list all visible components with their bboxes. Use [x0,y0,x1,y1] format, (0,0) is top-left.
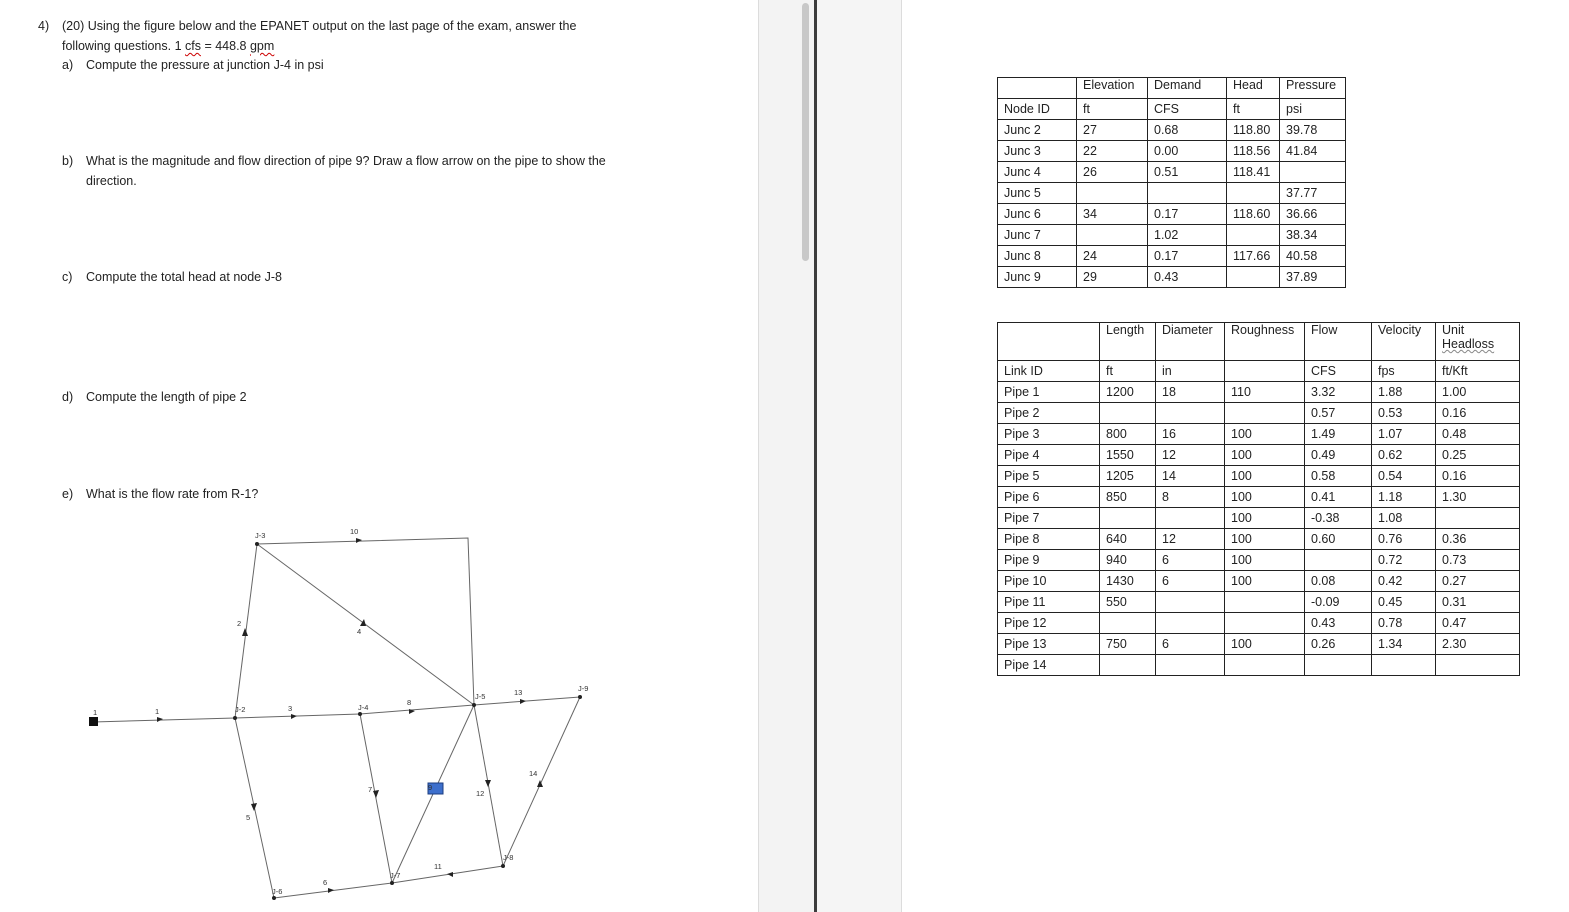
node-j8[interactable] [501,864,505,868]
column-header-label: Flow [1311,323,1338,337]
column-header [998,78,1077,99]
table-cell: 2.30 [1436,634,1520,655]
flow-arrow-5 [251,803,257,811]
table-cell: 18 [1156,382,1225,403]
table-cell: 100 [1225,529,1305,550]
column-header [1436,323,1520,361]
node-j3[interactable] [255,542,259,546]
table-cell [1305,550,1372,571]
column-header-label: Elevation [1083,78,1135,92]
question-e [62,485,258,504]
right-pane-gutter [817,0,902,912]
table-cell: 0.62 [1372,445,1436,466]
label-pipe-5: 5 [246,813,251,822]
table-cell [1225,592,1305,613]
column-header [1372,323,1436,361]
table-cell: 0.54 [1372,466,1436,487]
pipe-8 [360,705,474,714]
table-cell: 0.53 [1372,403,1436,424]
row-id-cell: Junc 4 [998,162,1077,183]
label-pipe-2: 2 [237,619,242,628]
pipe-labels [155,527,537,887]
table-cell: 110 [1225,382,1305,403]
column-header-label-line2: Headloss [1442,337,1495,351]
column-header-label: Diameter [1162,323,1213,337]
pipe-13 [474,697,580,705]
table-cell: 16 [1156,424,1225,445]
table-cell: 118.60 [1227,204,1280,225]
question-a-text: Compute the pressure at junction J-4 in psi [86,58,324,72]
table-cell [1227,225,1280,246]
label-pipe-9: 9 [428,783,433,792]
table-cell: 1.34 [1372,634,1436,655]
table-cell: 0.72 [1372,550,1436,571]
table-cell: 0.26 [1305,634,1372,655]
table-cell: 1200 [1100,382,1156,403]
question-b-line2: direction. [86,174,137,188]
table-cell: 0.08 [1305,571,1372,592]
document-page-left [0,0,758,912]
table-row [998,267,1346,288]
table-cell: 37.77 [1280,183,1346,204]
label-j7: J-7 [390,871,401,880]
table-cell: -0.38 [1305,508,1372,529]
table-cell: 0.76 [1372,529,1436,550]
column-header-label: Head [1233,78,1263,92]
label-j4: J-4 [358,703,369,712]
table-cell [1156,655,1225,676]
table-cell: 1430 [1100,571,1156,592]
unit-cell: in [1156,361,1225,382]
table-row [998,204,1346,225]
table-cell: 750 [1100,634,1156,655]
row-id-cell: Junc 9 [998,267,1077,288]
table-cell [1156,613,1225,634]
table-cell: 118.80 [1227,120,1280,141]
column-header [1280,78,1346,99]
unit-cell: ft [1227,99,1280,120]
table-row [998,508,1520,529]
table-cell: 1.30 [1436,487,1520,508]
node-j9[interactable] [578,695,582,699]
table-cell: 0.57 [1305,403,1372,424]
reservoir-r1-icon[interactable] [89,717,98,726]
table-cell [1227,267,1280,288]
table-cell: 14 [1156,466,1225,487]
question-d-text: Compute the length of pipe 2 [86,390,247,404]
node-results-table [997,77,1346,288]
table-cell: 0.48 [1436,424,1520,445]
table-cell: 40.58 [1280,246,1346,267]
label-pipe-14: 14 [529,769,538,778]
table-cell [1372,655,1436,676]
table-cell: 0.31 [1436,592,1520,613]
row-id-cell: Pipe 14 [998,655,1100,676]
table-cell: 36.66 [1280,204,1346,225]
table-cell: 0.41 [1305,487,1372,508]
table-cell: 0.45 [1372,592,1436,613]
table-row [998,550,1520,571]
row-id-cell: Junc 2 [998,120,1077,141]
node-j5[interactable] [472,703,476,707]
table-cell: 38.34 [1280,225,1346,246]
table-cell: 0.49 [1305,445,1372,466]
table-cell: 1.07 [1372,424,1436,445]
table-row [998,382,1520,403]
row-id-cell: Junc 8 [998,246,1077,267]
pipe-1 [93,718,235,722]
label-pipe-7: 7 [368,785,373,794]
table-cell: 100 [1225,571,1305,592]
label-pipe-10: 10 [350,527,359,536]
label-j5: J-5 [475,692,486,701]
table-row [998,141,1346,162]
node-j7[interactable] [390,881,394,885]
label-j2: J-2 [235,705,246,714]
row-id-cell: Junc 7 [998,225,1077,246]
table-cell: 0.43 [1148,267,1227,288]
table-cell [1100,508,1156,529]
table-row [998,183,1346,204]
table-cell: 1.88 [1372,382,1436,403]
table-cell: 0.58 [1305,466,1372,487]
table-cell: 24 [1077,246,1148,267]
table-cell [1436,508,1520,529]
question-b-text-line1: What is the magnitude and flow direction of pipe 9? Draw a flow arrow on the pipe to show the [86,154,606,168]
table-cell: 940 [1100,550,1156,571]
column-header [1077,78,1148,99]
row-id-cell: Pipe 13 [998,634,1100,655]
table-cell: 6 [1156,550,1225,571]
unit-cell: ft [1100,361,1156,382]
table-cell: 0.16 [1436,466,1520,487]
table-cell: 100 [1225,550,1305,571]
table-cell: 1.18 [1372,487,1436,508]
table-cell: 1.00 [1436,382,1520,403]
table-cell [1077,183,1148,204]
table-row [998,162,1346,183]
question-4-text-b: = 448.8 [200,39,250,53]
label-pipe-8: 8 [407,698,412,707]
left-pane-scrollbar-thumb[interactable] [802,3,809,261]
table-row [998,466,1520,487]
table-cell: 0.42 [1372,571,1436,592]
table-cell: 118.56 [1227,141,1280,162]
column-header [1305,323,1372,361]
table-cell [1280,162,1346,183]
column-header [1156,323,1225,361]
table-cell: 1550 [1100,445,1156,466]
table-row [998,571,1520,592]
row-id-cell: Pipe 7 [998,508,1100,529]
flow-arrow-4 [360,619,366,626]
table-cell: 0.43 [1305,613,1372,634]
table-cell: 1205 [1100,466,1156,487]
flow-arrow-12 [485,780,491,787]
flow-arrow-1 [157,717,163,722]
table-row [998,424,1520,445]
pipe-10 [257,538,474,705]
unit-cell: ft/Kft [1436,361,1520,382]
question-a [62,56,324,75]
row-id-cell: Pipe 9 [998,550,1100,571]
table-cell: 0.60 [1305,529,1372,550]
flow-arrows [157,538,543,893]
table-cell: 550 [1100,592,1156,613]
table-cell: 6 [1156,634,1225,655]
label-j6: J-6 [272,887,283,896]
table-cell: 37.89 [1280,267,1346,288]
question-a-label: a) [62,58,74,72]
table-cell: 0.25 [1436,445,1520,466]
table-cell [1156,508,1225,529]
table-cell [1077,225,1148,246]
unit-cell: Node ID [998,99,1077,120]
table-cell: 100 [1225,424,1305,445]
table-cell: 100 [1225,508,1305,529]
question-c-text: Compute the total head at node J-8 [86,270,282,284]
table-cell: 0.73 [1436,550,1520,571]
table-cell: 100 [1225,466,1305,487]
table-cell: 6 [1156,571,1225,592]
table-cell: 118.41 [1227,162,1280,183]
table-cell: 800 [1100,424,1156,445]
table-row [998,529,1520,550]
question-b-label: b) [62,154,74,168]
table-cell [1100,655,1156,676]
pipe-lines [93,538,580,898]
table-cell: 0.17 [1148,246,1227,267]
column-header-label: Length [1106,323,1145,337]
question-c-label: c) [62,270,73,284]
table-units-row [998,99,1346,120]
pipe-3 [235,714,360,718]
label-pipe-1: 1 [155,707,160,716]
node-j4[interactable] [358,712,362,716]
table-cell: 0.00 [1148,141,1227,162]
table-row [998,120,1346,141]
spell-flag-cfs[interactable]: cfs [185,39,201,53]
question-4 [38,17,576,36]
question-d [62,388,247,407]
table-cell: 0.36 [1436,529,1520,550]
table-cell: 1.49 [1305,424,1372,445]
table-row [998,225,1346,246]
unit-cell: ft [1077,99,1148,120]
table-cell [1225,403,1305,424]
table-cell [1100,613,1156,634]
label-j9: J-9 [578,684,589,693]
flow-arrow-10 [356,538,362,543]
label-pipe-6: 6 [323,878,328,887]
table-cell: 12 [1156,445,1225,466]
unit-cell [1225,361,1305,382]
table-cell: 12 [1156,529,1225,550]
table-cell [1100,403,1156,424]
label-pipe-4: 4 [357,627,362,636]
row-id-cell: Pipe 6 [998,487,1100,508]
table-row [998,613,1520,634]
row-id-cell: Pipe 10 [998,571,1100,592]
question-c [62,268,282,287]
pipe-14 [503,697,580,866]
table-cell: 3.32 [1305,382,1372,403]
row-id-cell: Pipe 1 [998,382,1100,403]
label-j8: J-8 [503,853,514,862]
column-header [1148,78,1227,99]
pipe-7 [360,714,392,883]
table-cell: 100 [1225,634,1305,655]
row-id-cell: Pipe 3 [998,424,1100,445]
table-cell [1156,403,1225,424]
column-header-label: Demand [1154,78,1202,92]
table-units-row [998,361,1520,382]
table-cell: 0.27 [1436,571,1520,592]
table-cell: 100 [1225,445,1305,466]
table-cell: 1.02 [1148,225,1227,246]
node-j2[interactable] [233,716,237,720]
question-4-line1: (20) Using the figure below and the EPANET output on the last page of the exam, answer the [62,19,577,33]
table-cell: 26 [1077,162,1148,183]
table-cell: 0.78 [1372,613,1436,634]
label-j3: J-3 [255,531,266,540]
junction-nodes [233,542,582,900]
column-header-label: Roughness [1231,323,1295,337]
row-id-cell: Pipe 4 [998,445,1100,466]
question-e-label: e) [62,487,74,501]
table-cell: -0.09 [1305,592,1372,613]
column-header [998,323,1100,361]
unit-cell: CFS [1148,99,1227,120]
row-id-cell: Pipe 8 [998,529,1100,550]
table-row [998,445,1520,466]
table-cell: 1.08 [1372,508,1436,529]
table-cell: 0.68 [1148,120,1227,141]
table-cell [1227,183,1280,204]
pipe-11 [392,866,503,883]
table-cell: 850 [1100,487,1156,508]
table-cell: 41.84 [1280,141,1346,162]
spell-flag-gpm[interactable]: gpm [249,39,275,53]
table-header-row [998,78,1346,99]
table-cell [1225,613,1305,634]
unit-cell: Link ID [998,361,1100,382]
pipe-network-figure [80,520,620,912]
column-header-label: Velocity [1378,323,1422,337]
table-cell [1305,655,1372,676]
row-id-cell: Junc 6 [998,204,1077,225]
column-header [1225,323,1305,361]
table-cell: 0.47 [1436,613,1520,634]
question-b [62,152,606,171]
column-header [1100,323,1156,361]
table-header-row [998,323,1520,361]
table-cell: 117.66 [1227,246,1280,267]
table-row [998,592,1520,613]
table-cell: 34 [1077,204,1148,225]
table-cell: 0.17 [1148,204,1227,225]
unit-cell: psi [1280,99,1346,120]
table-cell: 29 [1077,267,1148,288]
row-id-cell: Junc 5 [998,183,1077,204]
table-cell [1225,655,1305,676]
table-row [998,655,1520,676]
row-id-cell: Pipe 5 [998,466,1100,487]
flow-arrow-7 [373,790,379,798]
table-cell: 0.51 [1148,162,1227,183]
link-results-table [997,322,1520,676]
question-e-text: What is the flow rate from R-1? [86,487,259,501]
table-cell: 39.78 [1280,120,1346,141]
label-pipe-13: 13 [514,688,523,697]
table-cell: 8 [1156,487,1225,508]
unit-cell: CFS [1305,361,1372,382]
flow-arrow-2 [242,628,248,636]
question-4-line2 [62,37,274,56]
label-pipe-12: 12 [476,789,485,798]
column-header-label: Pressure [1286,78,1337,92]
table-cell: 27 [1077,120,1148,141]
question-4-number: 4) [38,19,50,33]
left-pane-scroll-area [758,0,815,912]
label-pipe-3: 3 [288,704,293,713]
column-header [1227,78,1280,99]
unit-cell: fps [1372,361,1436,382]
table-row [998,487,1520,508]
row-id-cell: Pipe 11 [998,592,1100,613]
question-4-text-a: following questions. 1 [62,39,185,53]
label-r1: 1 [93,708,98,717]
node-j6[interactable] [272,896,276,900]
row-id-cell: Junc 3 [998,141,1077,162]
table-cell: 0.16 [1436,403,1520,424]
label-pipe-11: 11 [434,862,442,871]
column-header-label: Unit [1442,323,1465,337]
table-row [998,403,1520,424]
table-cell [1436,655,1520,676]
question-d-label: d) [62,390,74,404]
table-cell [1156,592,1225,613]
table-cell: 22 [1077,141,1148,162]
table-cell: 640 [1100,529,1156,550]
table-row [998,634,1520,655]
table-cell [1148,183,1227,204]
table-cell: 100 [1225,487,1305,508]
table-row [998,246,1346,267]
row-id-cell: Pipe 12 [998,613,1100,634]
row-id-cell: Pipe 2 [998,403,1100,424]
